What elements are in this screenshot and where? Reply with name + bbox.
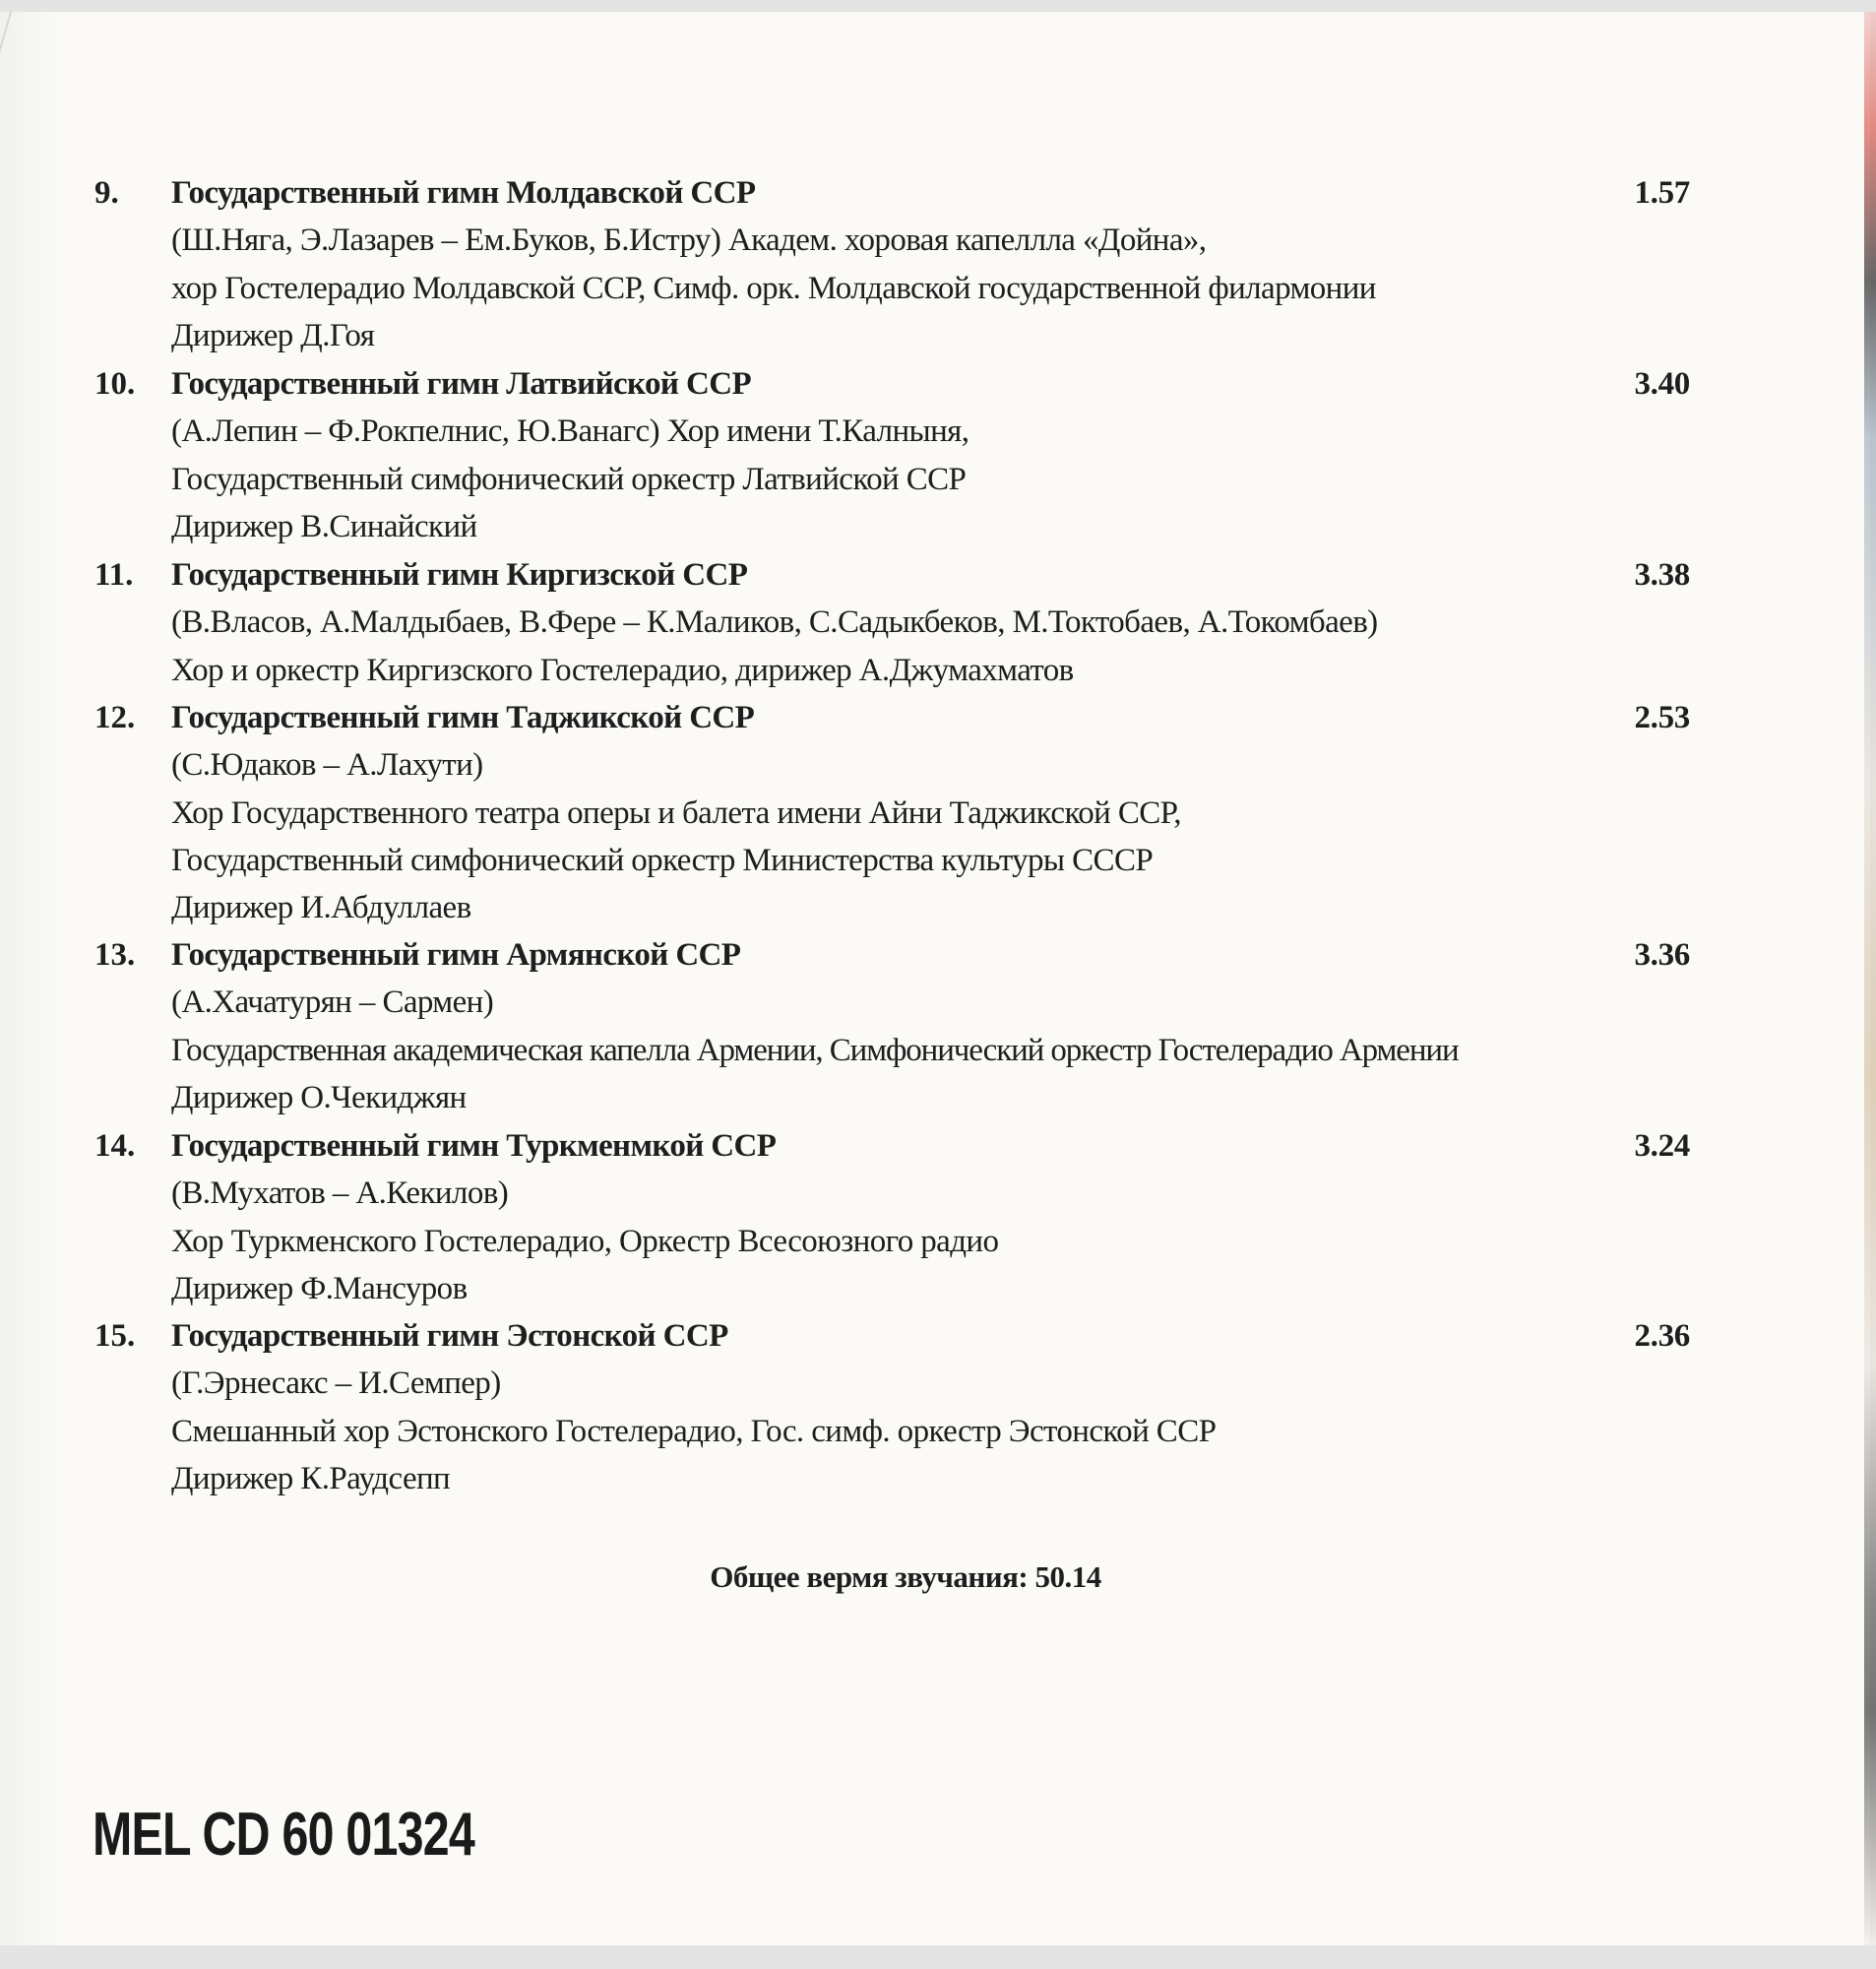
track-number: 14. [94,1128,136,1164]
track-credits-line: (В.Мухатов – А.Кекилов) [171,1175,509,1211]
track-title: Государственный гимн Латвийской ССР [171,366,752,402]
catalog-number: MEL CD 60 01324 [93,1801,474,1869]
track-number: 12. [94,700,136,735]
track-credits-line: Государственный симфонический оркестр Министерства культуры СССР [171,843,1154,878]
track-duration: 1.57 [1634,175,1690,211]
paper-crease [0,12,12,268]
track-conductor: Дирижер К.Раудсепп [171,1461,451,1496]
track-number: 13. [94,937,136,973]
track-duration: 2.36 [1634,1318,1690,1354]
track-title: Государственный гимн Эстонской ССР [171,1318,728,1354]
total-playing-time: Общее вермя звучания: 50.14 [710,1559,1101,1594]
track-number: 11. [94,557,134,593]
track-credits-line: (А.Лепин – Ф.Рокпелнис, Ю.Ванагс) Хор имени Т.Калныня, [171,413,969,449]
track-credits-line: хор Гостелерадио Молдавской ССР, Симф. орк. Молдавской государственной филармонии [171,271,1376,306]
track-credits-line: Государственный симфонический оркестр Латвийской ССР [171,462,967,497]
track-conductor: Дирижер Д.Гоя [171,318,375,353]
track-title: Государственный гимн Молдавской ССР [171,175,756,211]
track-conductor: Дирижер О.Чекиджян [171,1080,467,1115]
track-duration: 3.36 [1634,937,1690,973]
track-credits-line: (В.Власов, А.Малдыбаев, В.Фере – К.Маликов, С.Садыкбеков, М.Токтобаев, А.Токомбаев) [171,604,1378,640]
track-duration: 3.40 [1634,366,1690,402]
track-title: Государственный гимн Киргизской ССР [171,557,748,593]
track-credits-line: (А.Хачатурян – Сармен) [171,984,494,1020]
track-credits-line: Хор Государственного театра оперы и балета имени Айни Таджикской ССР, [171,795,1181,831]
track-title: Государственный гимн Таджикской ССР [171,700,755,735]
track-credits-line: (Г.Эрнесакс – И.Семпер) [171,1366,501,1401]
track-credits-line: Хор Туркменского Гостелерадио, Оркестр Всесоюзного радио [171,1224,999,1259]
track-number: 10. [94,366,136,402]
track-number: 9. [94,175,119,211]
track-conductor: Дирижер Ф.Мансуров [171,1271,468,1306]
track-duration: 3.24 [1634,1128,1690,1164]
track-duration: 2.53 [1634,700,1690,735]
track-credits-line: Хор и оркестр Киргизского Гостелерадио, дирижер А.Джумахматов [171,653,1074,688]
track-conductor: Дирижер И.Абдуллаев [171,890,471,925]
cover-edge-strip [1864,12,1876,1945]
track-conductor: Дирижер В.Синайский [171,509,477,544]
track-credits-line: Государственная академическая капелла Армении, Симфонический оркестр Гостелерадио Армении [171,1033,1459,1068]
track-credits-line: Смешанный хор Эстонского Гостелерадио, Гос. симф. оркестр Эстонской ССР [171,1414,1217,1449]
track-credits-line: (С.Юдаков – А.Лахути) [171,747,483,783]
track-number: 15. [94,1318,136,1354]
track-title: Государственный гимн Туркменмкой ССР [171,1128,777,1164]
track-credits-line: (Ш.Няга, Э.Лазарев – Ем.Буков, Б.Истру) Академ. хоровая капеллла «Дойна», [171,222,1207,258]
track-duration: 3.38 [1634,557,1690,593]
track-title: Государственный гимн Армянской ССР [171,937,741,973]
booklet-page [0,12,1870,1945]
